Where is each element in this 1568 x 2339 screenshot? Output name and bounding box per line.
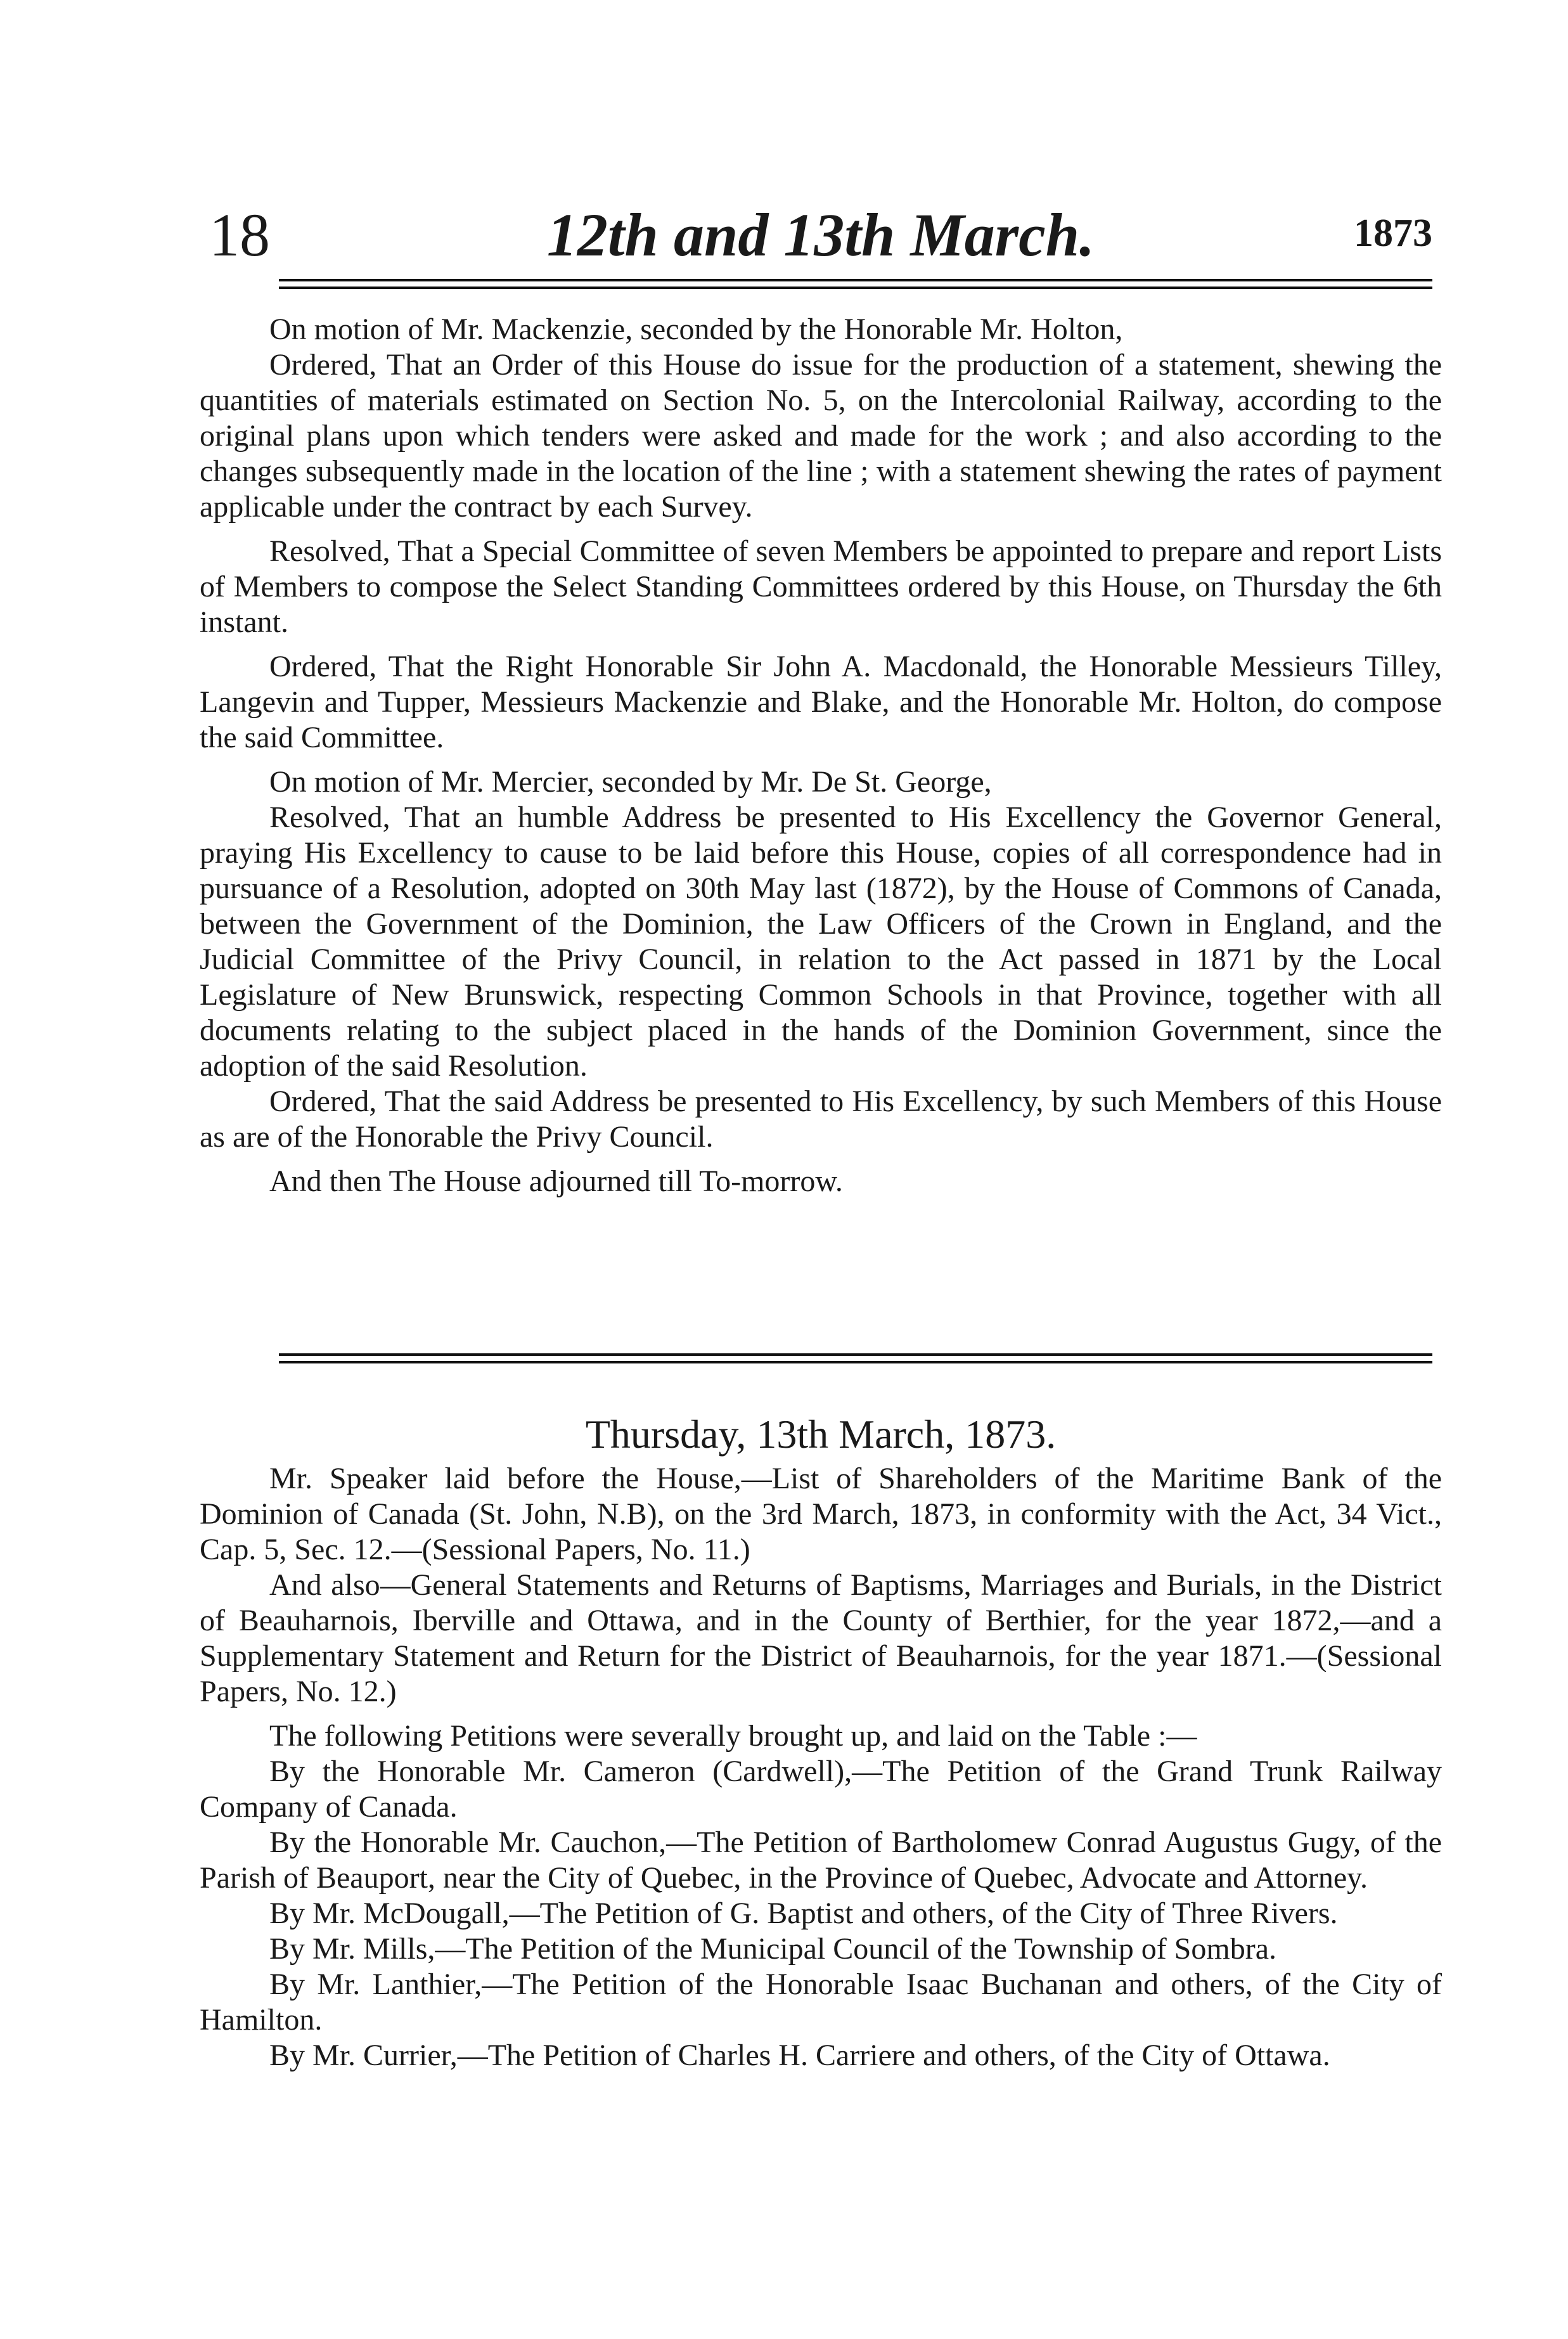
paragraph-petition-cauchon: By the Honorable Mr. Cauchon,—The Petition of Bartholomew Conrad Augustus Gugy, of the Parish of Beauport, near the City of Quebec, in the Province of Quebec, Advocate and Attorney. xyxy=(200,1826,1442,1895)
paragraph-petition-mcdougall: By Mr. McDougall,—The Petition of G. Baptist and others, of the City of Three Rivers. xyxy=(269,1897,1338,1930)
page-header xyxy=(209,200,1432,276)
proceedings-13th-march xyxy=(200,1412,1442,2073)
paragraph-petitions-intro: The following Petitions were severally brought up, and laid on the Table :— xyxy=(269,1719,1197,1753)
paragraph-order-address: Ordered, That the said Address be presented to His Excellency, by such Members of this House as are of the Honorable the Privy Council. xyxy=(200,1085,1442,1154)
paragraph-petition-lanthier: By Mr. Lanthier,—The Petition of the Honorable Isaac Buchanan and others, of the City of Hamilton. xyxy=(200,1968,1442,2037)
header-year: 1873 xyxy=(1354,212,1432,255)
paragraph-petition-mills: By Mr. Mills,—The Petition of the Municipal Council of the Township of Sombra. xyxy=(269,1932,1276,1966)
paragraph-order-compose: Ordered, That the Right Honorable Sir John A. Macdonald, the Honorable Messieurs Tilley, Langevin and Tupper, Messieurs Mackenzie and Blake, and the Honorable Mr. Holton, do compose the said Committee. xyxy=(200,650,1442,754)
page-number: 18 xyxy=(209,201,270,269)
paragraph-petition-currier: By Mr. Currier,—The Petition of Charles H. Carriere and others, of the City of Ottawa. xyxy=(269,2039,1330,2072)
paragraph-resolved-address: Resolved, That an humble Address be presented to His Excellency the Governor General, praying His Excellency to cause to be laid before this House, copies of all correspondence had in pursuance of a Resolution, adopted on 30th May last (1872), by the House of Commons of Canada, between the Government of the Dominion, the Law Officers of the Crown in England, and the Judicial Committee of the Privy Council, in relation to the Act passed in 1871 by the Local Legislature of New Brunswick, respecting Common Schools in that Province, together with all documents relating to the subject placed in the hands of the Dominion Government, since the adoption of the said Resolution. xyxy=(200,801,1442,1083)
header-rule-top xyxy=(279,279,1432,281)
paragraph-adjourned: And then The House adjourned till To-morrow. xyxy=(269,1164,843,1198)
section-rule-top xyxy=(279,1353,1432,1356)
paragraph-motion-mackenzie: On motion of Mr. Mackenzie, seconded by the Honorable Mr. Holton, xyxy=(269,313,1123,346)
section-rule-bottom xyxy=(279,1361,1432,1363)
paragraph-resolved-committee: Resolved, That a Special Committee of seven Members be appointed to prepare and report Lists of Members to compose the Select Standing Committees ordered by this House, on Thursday the 6th instant. xyxy=(200,534,1442,639)
proceedings-12th-march xyxy=(200,312,1442,1199)
section-title: Thursday, 13th March, 1873. xyxy=(585,1412,1057,1457)
paragraph-petition-cameron: By the Honorable Mr. Cameron (Cardwell),—The Petition of the Grand Trunk Railway Company of Canada. xyxy=(200,1755,1442,1824)
paragraph-order-statement: Ordered, That an Order of this House do issue for the production of a statement, shewing the quantities of materials estimated on Section No. 5, on the Intercolonial Railway, according to the original plans upon which tenders were asked and made for the work ; and also according to the changes subsequently made in the location of the line ; with a statement shewing the rates of payment applicable under the contract by each Survey. xyxy=(200,348,1442,524)
header-rule-bottom xyxy=(279,287,1432,289)
running-title: 12th and 13th March. xyxy=(546,201,1095,269)
paragraph-motion-mercier: On motion of Mr. Mercier, seconded by Mr. De St. George, xyxy=(269,765,992,799)
paragraph-speaker-shareholders: Mr. Speaker laid before the House,—List of Shareholders of the Maritime Bank of the Dominion of Canada (St. John, N.B), on the 3rd March, 1873, in conformity with the Act, 34 Vict., Cap. 5, Sec. 12.—(Sessional Papers, No. 11.) xyxy=(200,1462,1442,1566)
paragraph-general-statements: And also—General Statements and Returns of Baptisms, Marriages and Burials, in the District of Beauharnois, Iberville and Ottawa, and in the County of Berthier, for the year 1872,—and a Supplementary Statement and Return for the District of Beauharnois, for the year 1871.—(Sessional Papers, No. 12.) xyxy=(200,1568,1442,1708)
